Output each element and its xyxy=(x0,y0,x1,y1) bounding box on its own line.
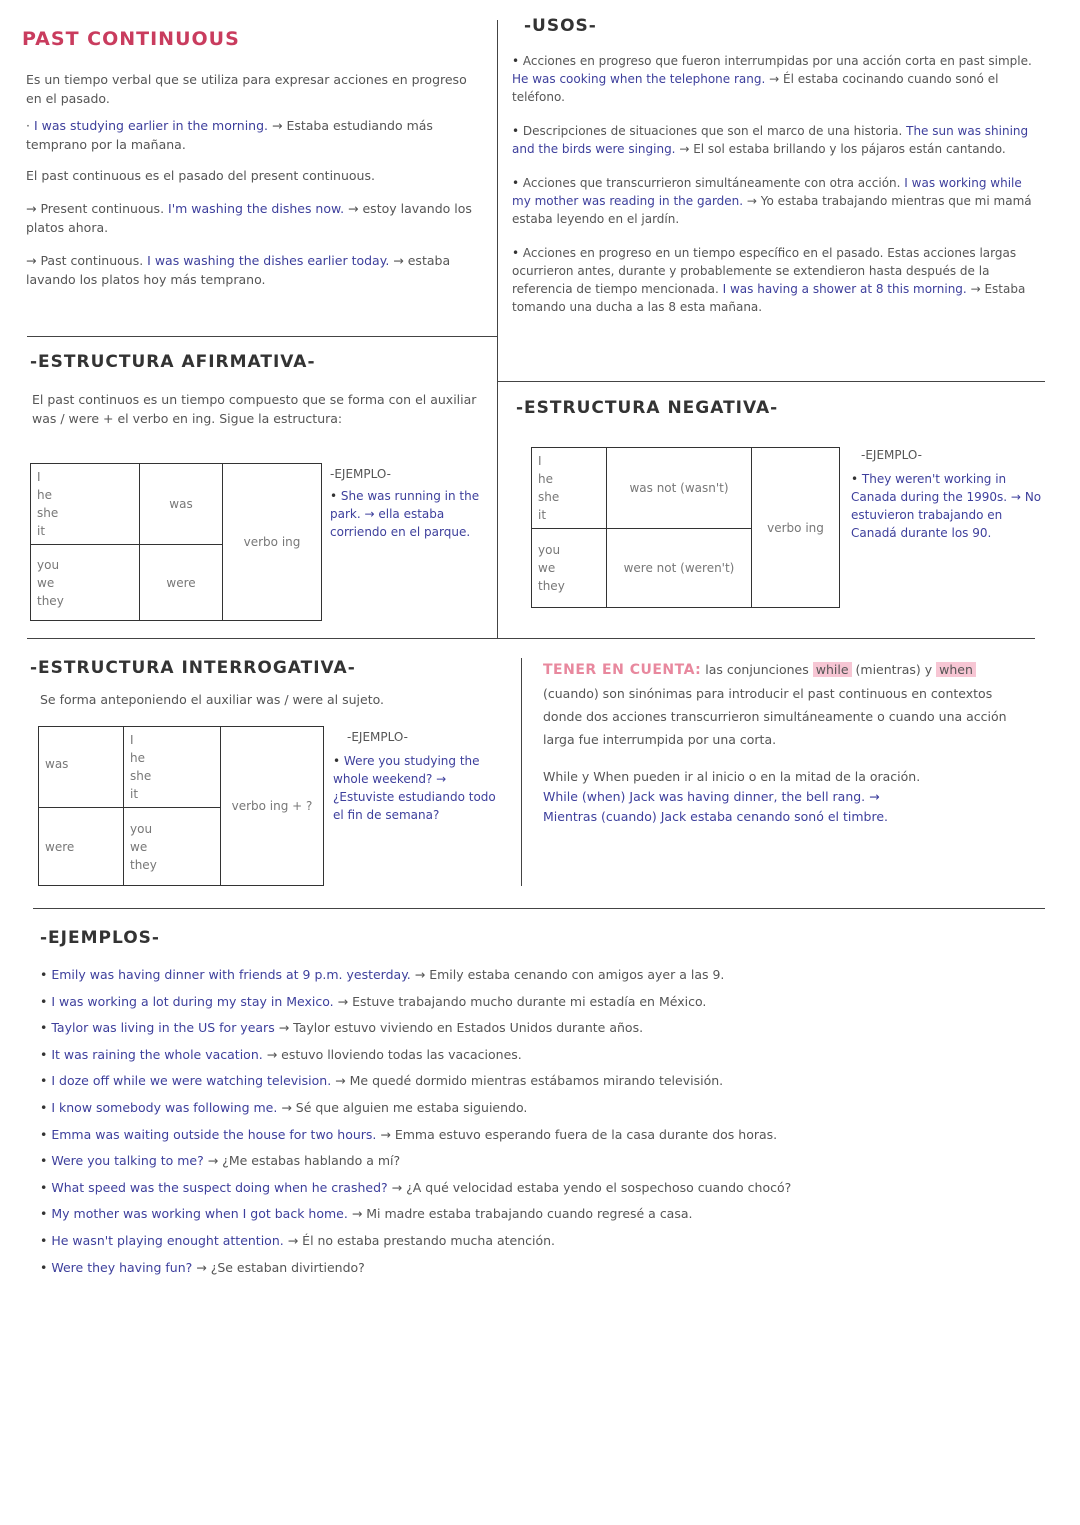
intro-past xyxy=(26,251,486,289)
interrogativa-ejemplo-es: ¿Estuviste estudiando todo el fin de semana? xyxy=(333,790,496,822)
intro-example-1: · I was studying earlier in the morning. → Estaba estudiando más temprano por la mañana. xyxy=(26,118,433,152)
list-item: • He wasn't playing enought attention. → Él no estaba prestando mucha atención. xyxy=(40,1228,1050,1255)
negativa-ejemplo xyxy=(851,446,1046,542)
uso-1-es: Acciones en progreso que fueron interrumpidas por una acción corta en past simple. xyxy=(522,54,1032,68)
uso-2 xyxy=(512,122,1040,158)
uso-4 xyxy=(512,244,1040,316)
list-item: • Emma was waiting outside the house for two hours. → Emma estuvo esperando fuera de la casa durante dos horas. xyxy=(40,1122,1050,1149)
intro-example-1-en: I was studying earlier in the morning. xyxy=(33,118,269,133)
list-item: • What speed was the suspect doing when he crashed? → ¿A qué velocidad estaba yendo el sospechoso cuando chocó? xyxy=(40,1175,1050,1202)
intro-example-1-es: → Estaba estudiando más temprano por la mañana. xyxy=(26,118,433,152)
interrogativa-verb: verbo ing + ? xyxy=(221,727,324,886)
interrogativa-aux-were: were xyxy=(39,808,124,886)
afirmativa-ejemplo-title: -EJEMPLO- xyxy=(330,467,391,481)
tener-paragraph-2: While y When pueden ir al inicio o en la mitad de la oración. xyxy=(543,769,921,784)
intro-definition: Es un tiempo verbal que se utiliza para expresar acciones en progreso en el pasado. xyxy=(26,72,467,106)
uso-3 xyxy=(512,174,1040,228)
negativa-ejemplo-title: -EJEMPLO- xyxy=(861,448,922,462)
present-es: → estoy lavando los platos ahora. xyxy=(26,201,472,235)
tener-section xyxy=(543,658,1028,827)
negativa-ejemplo-en: They weren't working in Canada during the 1990s. → xyxy=(851,472,1021,504)
uso-2-en: The sun was shining and the birds were singing. xyxy=(512,124,1029,156)
negativa-subjects-2: you we they xyxy=(532,529,607,608)
tener-example-en: While (when) Jack was having dinner, the bell rang. → xyxy=(543,789,880,804)
interrogativa-aux-was: was xyxy=(39,727,124,808)
interrogativa-title: -ESTRUCTURA INTERROGATIVA- xyxy=(30,658,356,678)
negativa-ejemplo-body xyxy=(851,470,1046,542)
usos-section xyxy=(512,52,1040,316)
list-item: • Taylor was living in the US for years → Taylor estuvo viviendo en Estados Unidos durante años. xyxy=(40,1015,1050,1042)
afirmativa-ejemplo xyxy=(330,465,485,541)
intro-present xyxy=(26,199,486,237)
uso-2-es: Descripciones de situaciones que son el marco de una historia. xyxy=(522,124,903,138)
uso-1 xyxy=(512,52,1040,106)
ejemplos-list xyxy=(40,962,1050,1281)
list-item: • I doze off while we were watching television. → Me quedé dormido mientras estábamos mirando televisión. xyxy=(40,1068,1050,1095)
tener-example-es: Mientras (cuando) Jack estaba cenando sonó el timbre. xyxy=(543,809,888,824)
tener-label: TENER EN CUENTA: xyxy=(543,662,702,678)
divider-top-vertical xyxy=(497,20,498,638)
page-title: PAST CONTINUOUS xyxy=(22,28,240,50)
present-en: I'm washing the dishes now. xyxy=(168,201,345,216)
list-item: • Were you talking to me? → ¿Me estabas hablando a mí? xyxy=(40,1148,1050,1175)
uso-2-tr: → El sol estaba brillando y los pájaros están cantando. xyxy=(679,142,1006,156)
afirmativa-desc: El past continuos es un tiempo compuesto que se forma con el auxiliar was / were + el verbo en ing. Sigue la estructura: xyxy=(32,392,477,426)
usos-title: -USOS- xyxy=(524,16,597,36)
divider-intro-bottom xyxy=(27,336,497,337)
list-item: • Were they having fun? → ¿Se estaban divirtiendo? xyxy=(40,1255,1050,1282)
interrogativa-subjects-1: I he she it xyxy=(124,727,221,808)
tener-while-highlight: while xyxy=(813,662,852,677)
interrogativa-table xyxy=(38,726,324,886)
uso-1-tr: → Él estaba cocinando cuando sonó el teléfono. xyxy=(512,72,999,104)
afirmativa-ejemplo-en: She was running in the park. xyxy=(330,489,480,521)
past-en: I was washing the dishes earlier today. xyxy=(147,253,390,268)
afirmativa-title: -ESTRUCTURA AFIRMATIVA- xyxy=(30,352,316,372)
interrogativa-ejemplo-body xyxy=(333,752,498,824)
interrogativa-ejemplo-title: -EJEMPLO- xyxy=(347,730,408,744)
uso-4-tr: → Estaba tomando una ducha a las 8 esta mañana. xyxy=(512,282,1026,314)
intro-section xyxy=(26,70,486,289)
interrogativa-subjects-2: you we they xyxy=(124,808,221,886)
interrogativa-ejemplo xyxy=(333,728,498,824)
past-es: → estaba lavando los platos hoy más temprano. xyxy=(26,253,451,287)
intro-relation: El past continuous es el pasado del present continuous. xyxy=(26,168,375,183)
afirmativa-verb: verbo ing xyxy=(223,464,322,621)
afirmativa-subjects-2: you we they xyxy=(31,545,140,621)
negativa-table xyxy=(531,447,840,608)
uso-4-es: Acciones en progreso en un tiempo específico en el pasado. Estas acciones largas ocurrieron antes, durante y probablemente se extendieron hasta después de la referencia de tiempo mencionada. xyxy=(512,246,1017,296)
negativa-aux-were: were not (weren't) xyxy=(607,529,752,608)
uso-3-en: I was working while my mother was reading in the garden. xyxy=(512,176,1022,208)
list-item: • I know somebody was following me. → Sé que alguien me estaba siguiendo. xyxy=(40,1095,1050,1122)
list-item: • I was working a lot during my stay in Mexico. → Estuve trabajando mucho durante mi estadía en México. xyxy=(40,989,1050,1016)
divider-usos-bottom xyxy=(498,381,1045,382)
afirmativa-subjects-1: I he she it xyxy=(31,464,140,545)
divider-middle xyxy=(27,638,1035,639)
past-label: → Past continuous. xyxy=(26,253,144,268)
present-label: → Present continuous. xyxy=(26,201,165,216)
negativa-ejemplo-es: No estuvieron trabajando en Canadá durante los 90. xyxy=(851,490,1042,540)
divider-tener-vertical xyxy=(521,658,522,886)
list-item: • My mother was working when I got back home. → Mi madre estaba trabajando cuando regresé a casa. xyxy=(40,1201,1050,1228)
negativa-title: -ESTRUCTURA NEGATIVA- xyxy=(516,398,779,418)
interrogativa-desc: Se forma anteponiendo el auxiliar was / were al sujeto. xyxy=(40,692,385,707)
uso-4-en: I was having a shower at 8 this morning. xyxy=(722,282,967,296)
tener-when-highlight: when xyxy=(936,662,976,677)
list-item: • Emily was having dinner with friends at 9 p.m. yesterday. → Emily estaba cenando con amigos ayer a las 9. xyxy=(40,962,1050,989)
divider-examples-top xyxy=(33,908,1045,909)
afirmativa-aux-were: were xyxy=(140,545,223,621)
negativa-subjects-1: I he she it xyxy=(532,448,607,529)
afirmativa-ejemplo-body xyxy=(330,487,485,541)
afirmativa-aux-was: was xyxy=(140,464,223,545)
ejemplos-title: -EJEMPLOS- xyxy=(40,928,160,948)
afirmativa-table xyxy=(30,463,322,621)
interrogativa-ejemplo-en: Were you studying the whole weekend? → xyxy=(333,754,480,786)
negativa-aux-was: was not (wasn't) xyxy=(607,448,752,529)
uso-3-es: Acciones que transcurrieron simultáneamente con otra acción. xyxy=(522,176,901,190)
tener-text-1: las conjunciones xyxy=(705,662,809,677)
afirmativa-ejemplo-es: → ella estaba corriendo en el parque. xyxy=(330,507,471,539)
negativa-verb: verbo ing xyxy=(752,448,840,608)
tener-paragraph-1 xyxy=(543,658,1028,751)
tener-text-2: (mientras) y xyxy=(855,662,933,677)
tener-text-3: (cuando) son sinónimas para introducir el past continuous en contextos donde dos acciones transcurrieron simultáneamente o cuando una acción larga fue interrumpida por una corta. xyxy=(543,686,1007,747)
uso-3-tr: → Yo estaba trabajando mientras que mi mamá estaba leyendo en el jardín. xyxy=(512,194,1032,226)
list-item: • It was raining the whole vacation. → estuvo lloviendo todas las vacaciones. xyxy=(40,1042,1050,1069)
uso-1-en: He was cooking when the telephone rang. xyxy=(512,72,766,86)
